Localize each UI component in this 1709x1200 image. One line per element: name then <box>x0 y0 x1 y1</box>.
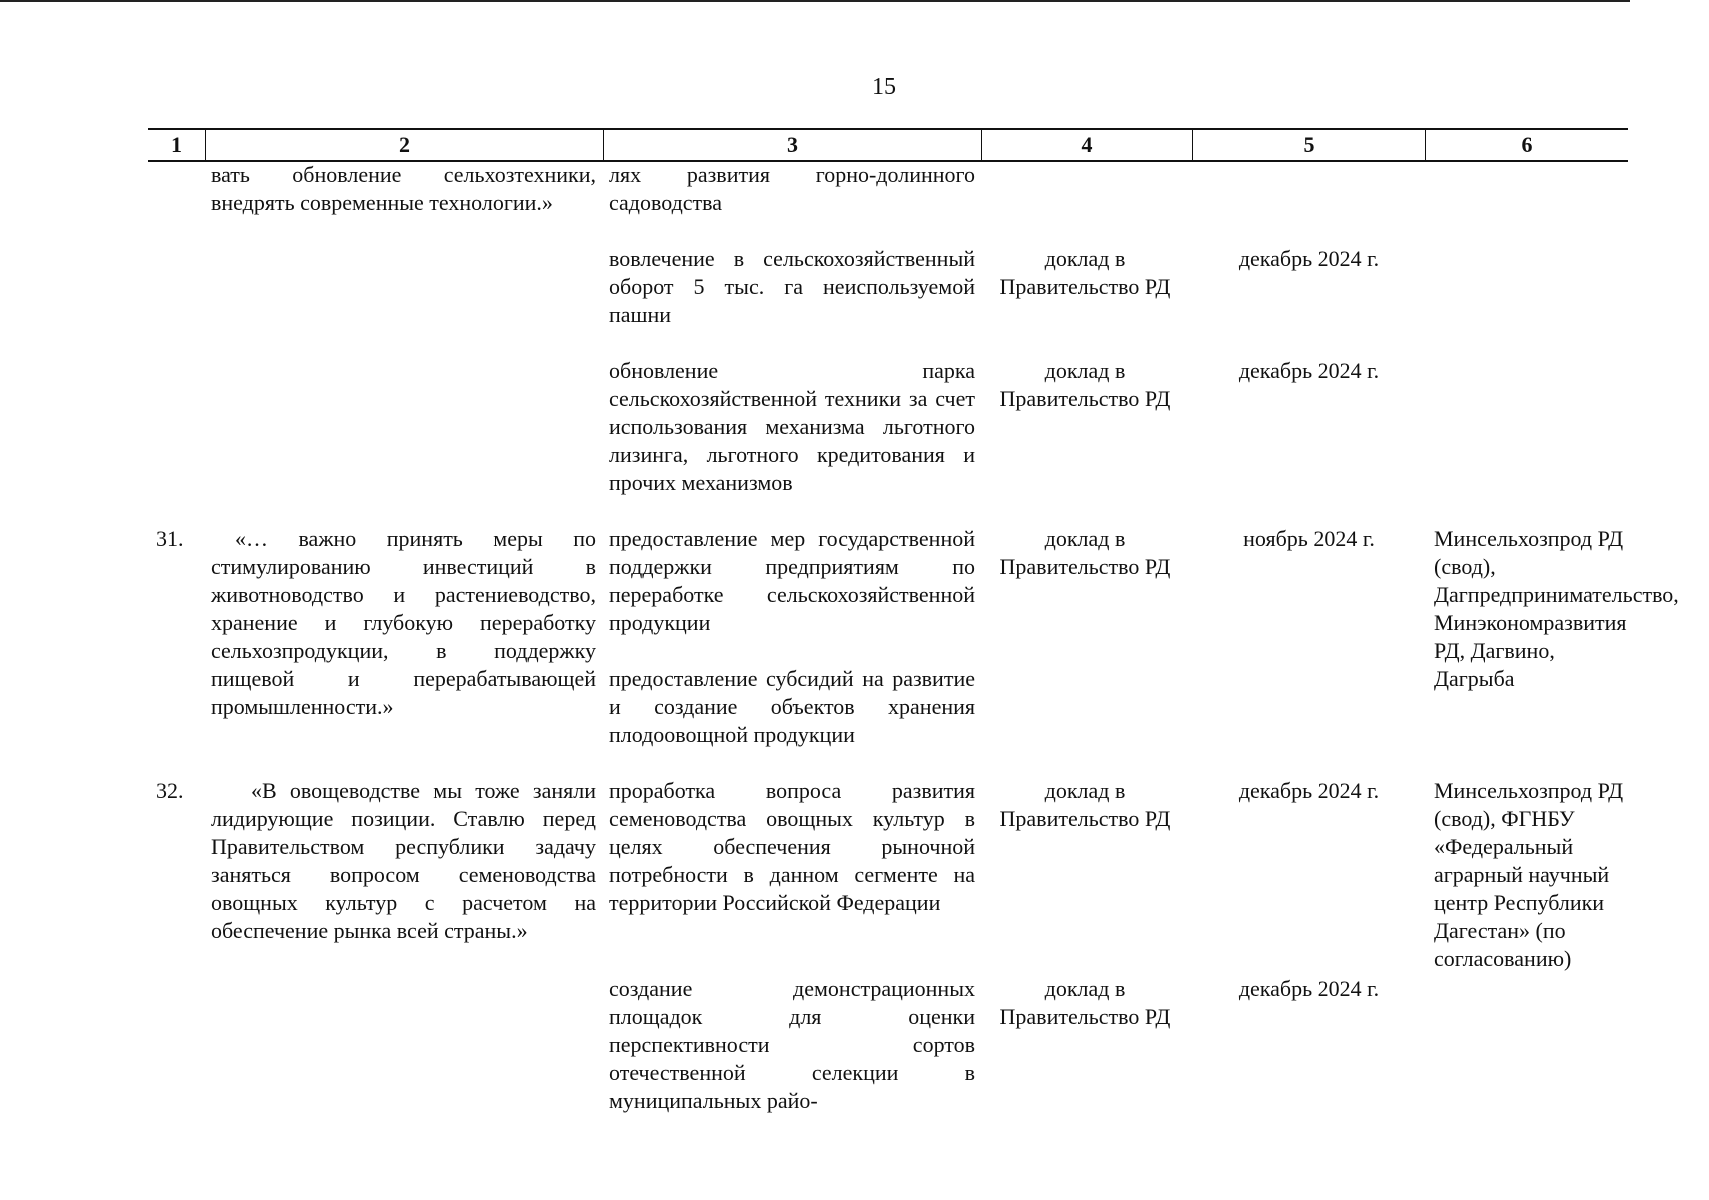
header-col-4: 4 <box>1081 132 1093 157</box>
top-border-line <box>0 0 1630 2</box>
row-cont-col3-c: обновление парка сельскохозяйственной техники за счет использования механизма льготного лизинга, льготного кредитования и прочих механизмов <box>609 358 975 495</box>
header-col-6: 6 <box>1521 132 1533 157</box>
row-cont-col2: вать обновление сельхозтехники, внедрять современные технологии.» <box>211 162 596 215</box>
row-31-col3-b: предоставление субсидий на развитие и создание объектов хранения плодоовощной продукции <box>609 666 975 747</box>
row-31-col5-a: ноябрь 2024 г. <box>1243 526 1375 551</box>
row-32-number: 32. <box>156 778 184 803</box>
row-31-col2: «… важно принять меры по стимулированию инвестиций в животноводство и растениеводство, хранение и глубокую переработку сельхозпродукции, в поддержку пищевой и перерабатывающей промышленности.» <box>211 526 596 719</box>
row-32-col6: Минсельхозпрод РД (свод), ФГНБУ «Федеральный аграрный научный центр Республики Дагестан» (по согласованию) <box>1434 778 1624 971</box>
row-31-col6: Минсельхозпрод РД (свод), Дагпредпринимательство, Минэкономразвития РД, Дагвино, Дагрыба <box>1434 526 1679 691</box>
row-cont-col4-c: доклад в Правительство РД <box>999 358 1171 411</box>
row-cont-col3-b: вовлечение в сельскохозяйственный оборот 5 тыс. га неиспользуемой пашни <box>609 246 975 327</box>
row-cont-col5-b: декабрь 2024 г. <box>1238 246 1380 271</box>
row-cont-col5-c: декабрь 2024 г. <box>1238 358 1380 383</box>
row-32-col5-a: декабрь 2024 г. <box>1238 778 1380 803</box>
header-col-5: 5 <box>1303 132 1315 157</box>
row-31-col4-a: доклад в Правительство РД <box>999 526 1171 579</box>
row-cont-col3-a: лях развития горно-долинного садоводства <box>609 162 975 215</box>
table-header <box>148 128 1628 162</box>
header-col-3: 3 <box>787 132 798 157</box>
row-32-col5-b: декабрь 2024 г. <box>1238 976 1380 1001</box>
row-32-col3-b: создание демонстрационных площадок для оценки перспективности сортов отечественной селекции в муниципальных райо- <box>609 976 975 1113</box>
header-col-2: 2 <box>399 132 410 157</box>
row-32-col4-b: доклад в Правительство РД <box>999 976 1171 1029</box>
row-32-col3-a: проработка вопроса развития семеноводства овощных культур в целях обеспечения рыночной потребности в данном сегменте на территории Российской Федерации <box>609 778 975 915</box>
header-col-1: 1 <box>171 132 182 157</box>
page-number: 15 <box>872 74 896 100</box>
row-cont-col4-b: доклад в Правительство РД <box>999 246 1171 299</box>
row-31-number: 31. <box>156 526 184 551</box>
row-32-col2: «В овощеводстве мы тоже заняли лидирующие позиции. Ставлю перед Правительством республики задачу заняться вопросом семеноводства овощных культур с расчетом на обеспечение рынка всей страны.» <box>211 778 596 943</box>
row-31-col3-a: предоставление мер государственной поддержки предприятиям по переработке сельскохозяйственной продукции <box>609 526 975 635</box>
row-32-col4-a: доклад в Правительство РД <box>999 778 1171 831</box>
